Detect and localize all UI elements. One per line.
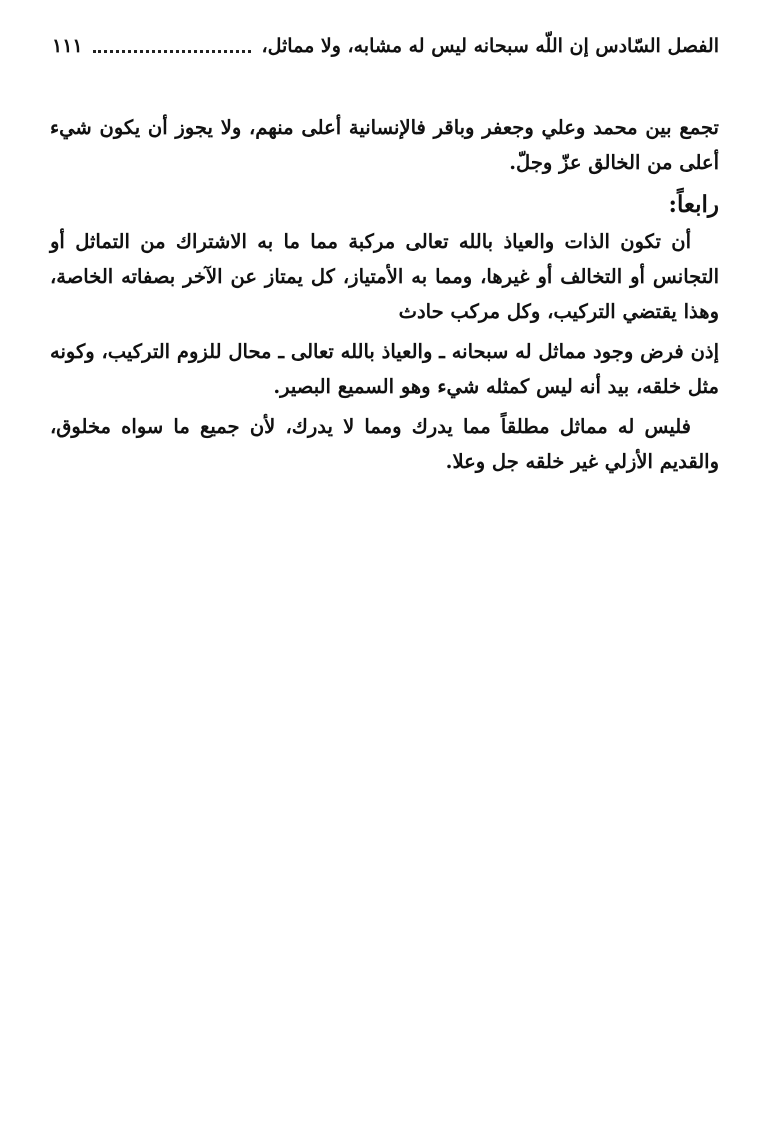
section-heading: رابعاً: bbox=[668, 191, 719, 218]
chapter-title: الفصل السّادس إن اللّه سبحانه ليس له مشابه، ولا مماثل، bbox=[261, 35, 719, 57]
page-number: ١١١ bbox=[52, 35, 83, 57]
running-header bbox=[52, 28, 719, 64]
paragraph: فليس له مماثل مطلقاً مما يدرك ومما لا يدرك، لأن جميع ما سواه مخلوق، والقديم الأزلي غير خلقه جل وعلا. bbox=[50, 415, 719, 473]
paragraph: تجمع بين محمد وعلي وجعفر وباقر فالإنسانية أعلى منهم، ولا يجوز أن يكون شيء أعلى من الخالق عزّ وجلّ. bbox=[50, 116, 719, 174]
header-dot-leader bbox=[93, 48, 252, 53]
paragraph: إذن فرض وجود مماثل له سبحانه ـ والعياذ بالله تعالى ـ محال للزوم التركيب، وكونه مثل خلقه، بيد أنه ليس كمثله شيء وهو السميع البصير. bbox=[50, 340, 719, 398]
page-body bbox=[50, 110, 719, 484]
paragraph: أن تكون الذات والعياذ بالله تعالى مركبة مما ما به الاشتراك من التماثل أو التجانس أو التخالف أو غيرها، ومما به الأمتياز، كل يمتاز عن الآخر بصفاته الخاصة، وهذا يقتضي التركيب، وكل مركب حادث bbox=[50, 230, 719, 323]
